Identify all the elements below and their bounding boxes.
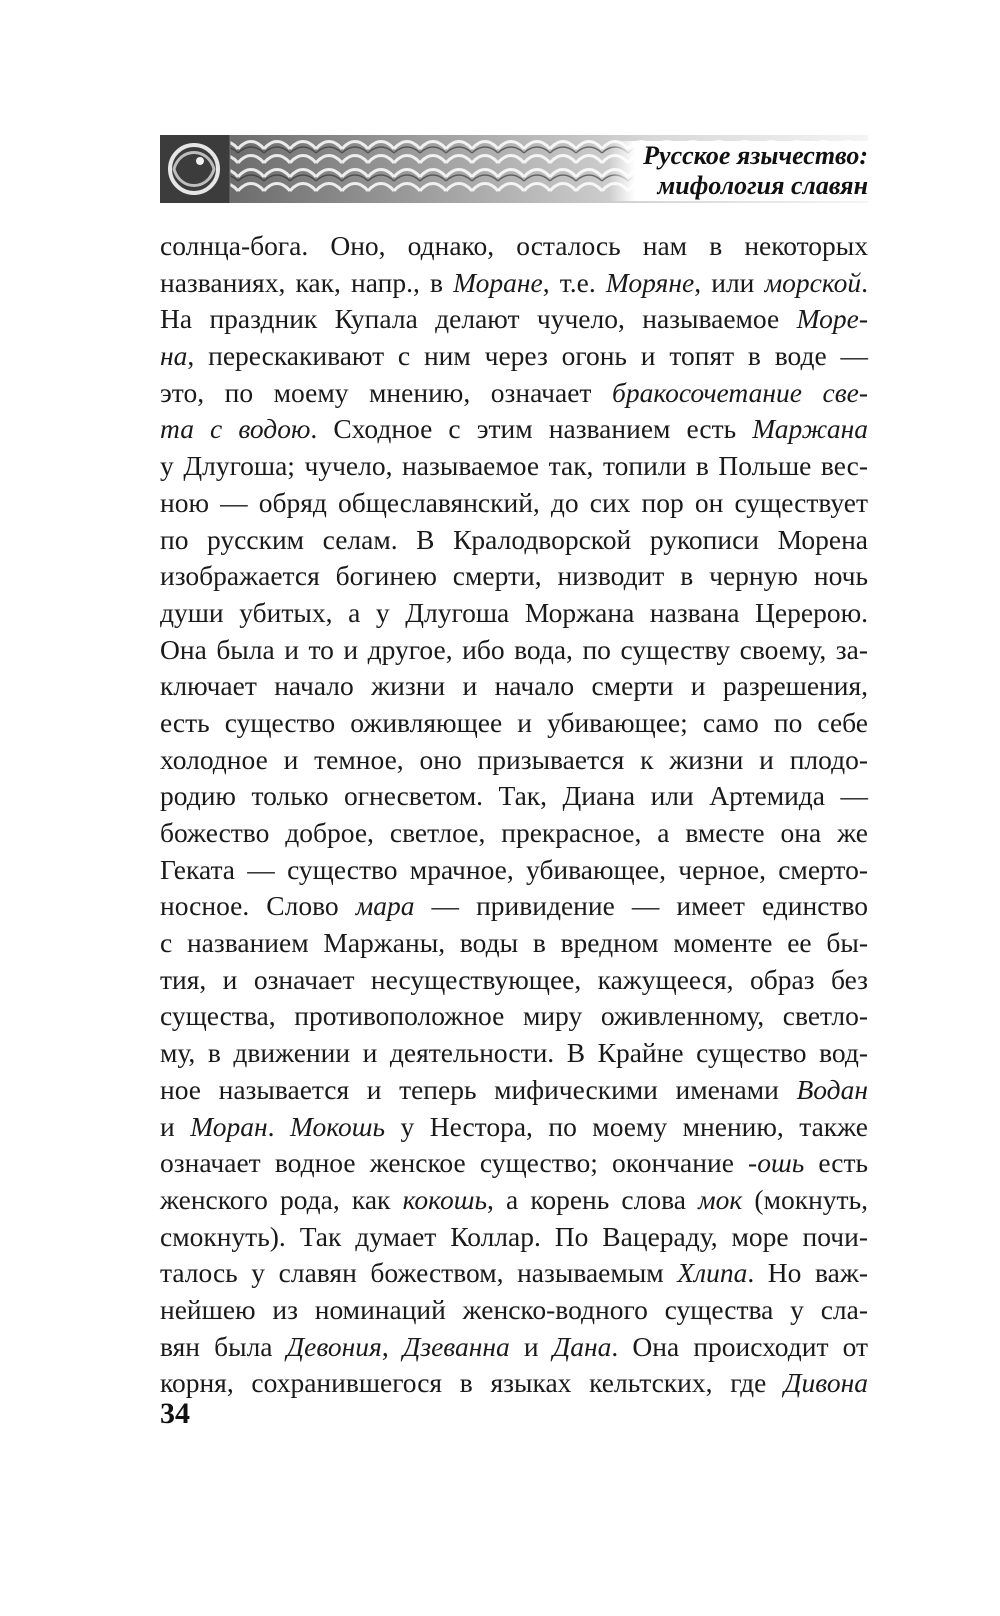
text-segment: смокнуть). Так думает Коллар. По Вацераду, море почи- xyxy=(160,1220,868,1252)
italic-term: на xyxy=(160,340,188,372)
text-segment: . Сходное с этим названием есть xyxy=(310,413,753,445)
italic-term: -ошь xyxy=(748,1147,805,1179)
text-segment: есть xyxy=(804,1147,868,1179)
text-segment: с названием Маржаны, воды в вредном моменте ее бы- xyxy=(160,927,868,959)
text-segment: . xyxy=(267,1110,290,1142)
italic-term: Девония xyxy=(286,1330,382,1362)
header-title-line-1: Русское язычество: xyxy=(643,141,868,170)
running-header xyxy=(160,135,868,203)
text-line xyxy=(160,1255,868,1292)
text-segment: по русским селам. В Кралодворской рукописи Морена xyxy=(160,523,868,555)
text-segment: нейшею из номинаций женско-водного существа у сла- xyxy=(160,1293,868,1325)
text-line xyxy=(160,595,868,632)
text-segment: есть существо оживляющее и убивающее; само по себе xyxy=(160,706,868,738)
italic-term: Дивона xyxy=(784,1367,868,1399)
text-segment: изображается богинею смерти, низводит в черную ночь xyxy=(160,560,868,592)
italic-term: Моран xyxy=(190,1110,268,1142)
text-segment: , т.е. xyxy=(542,266,606,298)
text-segment: это, по моему мнению, означает xyxy=(160,376,612,408)
text-segment: души убитых, а у Длугоша Моржана названа Церерою. xyxy=(160,596,868,628)
text-segment: женского рода, как xyxy=(160,1183,403,1215)
text-segment: корня, сохранившегося в языках кельтских, где xyxy=(160,1367,785,1399)
text-segment: тия, и означает несуществующее, кажущееся, образ без xyxy=(160,963,868,995)
text-line xyxy=(160,265,868,302)
text-segment: вян была xyxy=(160,1330,287,1362)
text-segment: и xyxy=(160,1110,191,1142)
text-segment: Геката — существо мрачное, убивающее, черное, смерто- xyxy=(160,853,868,885)
text-segment: . Но важ- xyxy=(747,1257,868,1289)
text-segment: (мокнуть, xyxy=(742,1183,868,1215)
text-line xyxy=(160,485,868,522)
italic-term: Моряне xyxy=(605,266,695,298)
text-segment: му, в движении и деятельности. В Крайне существо вод- xyxy=(160,1037,868,1069)
italic-term: Дана xyxy=(552,1330,612,1362)
text-line xyxy=(160,1365,868,1402)
text-segment: На праздник Купала делают чучело, называемое xyxy=(160,303,797,335)
text-line xyxy=(160,558,868,595)
italic-term: морской xyxy=(764,266,862,298)
text-line xyxy=(160,778,868,815)
text-segment: ключает начало жизни и начало смерти и разрешения, xyxy=(160,670,868,702)
text-line xyxy=(160,668,868,705)
text-segment: у Нестора, по моему мнению, также xyxy=(385,1110,869,1142)
text-line xyxy=(160,1329,868,1366)
text-line xyxy=(160,411,868,448)
text-segment: божество доброе, светлое, прекрасное, а вместе она же xyxy=(160,817,868,848)
body-text xyxy=(160,228,868,1402)
italic-term: Хлипа xyxy=(677,1257,748,1289)
text-line xyxy=(160,705,868,742)
text-line xyxy=(160,888,868,925)
italic-term: Мокошь xyxy=(289,1110,386,1142)
text-segment: означает водное женское существо; окончание xyxy=(160,1147,749,1179)
text-line xyxy=(160,742,868,779)
text-segment: носное. Слово xyxy=(160,890,356,922)
header-title xyxy=(609,141,868,201)
text-line xyxy=(160,998,868,1035)
text-segment: , а корень слова xyxy=(486,1183,699,1215)
italic-term: мара xyxy=(355,890,415,922)
text-segment: , или xyxy=(694,266,765,298)
text-segment: . Она происходит от xyxy=(611,1330,869,1362)
text-segment: . xyxy=(861,266,869,298)
text-line xyxy=(160,522,868,559)
header-title-line-2: мифология славян xyxy=(657,171,868,200)
text-line xyxy=(160,1035,868,1072)
text-segment: у Длугоша; чучело, называемое так, топили в Польше вес- xyxy=(160,450,868,482)
text-segment: родию только огнесветом. Так, Диана или Артемида — xyxy=(160,780,868,812)
text-segment: , перескакивают с ним через огонь и топят в воде — xyxy=(187,340,868,372)
text-line xyxy=(160,815,868,852)
text-segment: Она была и то и другое, ибо вода, по существу своему, за- xyxy=(160,633,868,665)
text-segment: ное называется и теперь мифическими именами xyxy=(160,1073,797,1105)
italic-term: Моране xyxy=(453,266,543,298)
text-segment: талось у славян божеством, называемым xyxy=(160,1257,678,1289)
italic-term: Водан xyxy=(796,1073,868,1105)
text-segment: существа, противоположное миру оживленному, светло- xyxy=(160,1000,868,1032)
text-line xyxy=(160,1109,868,1146)
text-line xyxy=(160,962,868,999)
text-segment: названиях, как, напр., в xyxy=(160,266,454,298)
italic-term: Море- xyxy=(796,303,868,335)
text-segment: солнца-бога. Оно, однако, осталось нам в некоторых xyxy=(160,230,868,261)
italic-term: та с водою xyxy=(160,413,311,445)
text-line xyxy=(160,375,868,412)
text-segment: ною — обряд общеславянский, до сих пор он существует xyxy=(160,486,868,518)
italic-term: кокошь xyxy=(402,1183,487,1215)
italic-term: Маржана xyxy=(752,413,868,445)
text-line xyxy=(160,852,868,889)
text-line xyxy=(160,301,868,338)
text-line xyxy=(160,1292,868,1329)
text-line xyxy=(160,1219,868,1256)
text-segment: и xyxy=(509,1330,553,1362)
page-number: 34 xyxy=(160,1397,190,1430)
text-segment: — привидение — имеет единство xyxy=(414,890,868,922)
italic-term: Дзеванна xyxy=(402,1330,510,1362)
text-line xyxy=(160,338,868,375)
text-line xyxy=(160,1072,868,1109)
text-line xyxy=(160,228,868,265)
text-line xyxy=(160,925,868,962)
italic-term: мок xyxy=(698,1183,743,1215)
text-segment: холодное и темное, оно призывается к жизни и плодо- xyxy=(160,743,868,775)
text-line xyxy=(160,1145,868,1182)
text-line xyxy=(160,448,868,485)
text-line xyxy=(160,632,868,669)
text-segment: , xyxy=(381,1330,403,1362)
text-line xyxy=(160,1182,868,1219)
italic-term: бракосочетание све- xyxy=(611,376,868,408)
